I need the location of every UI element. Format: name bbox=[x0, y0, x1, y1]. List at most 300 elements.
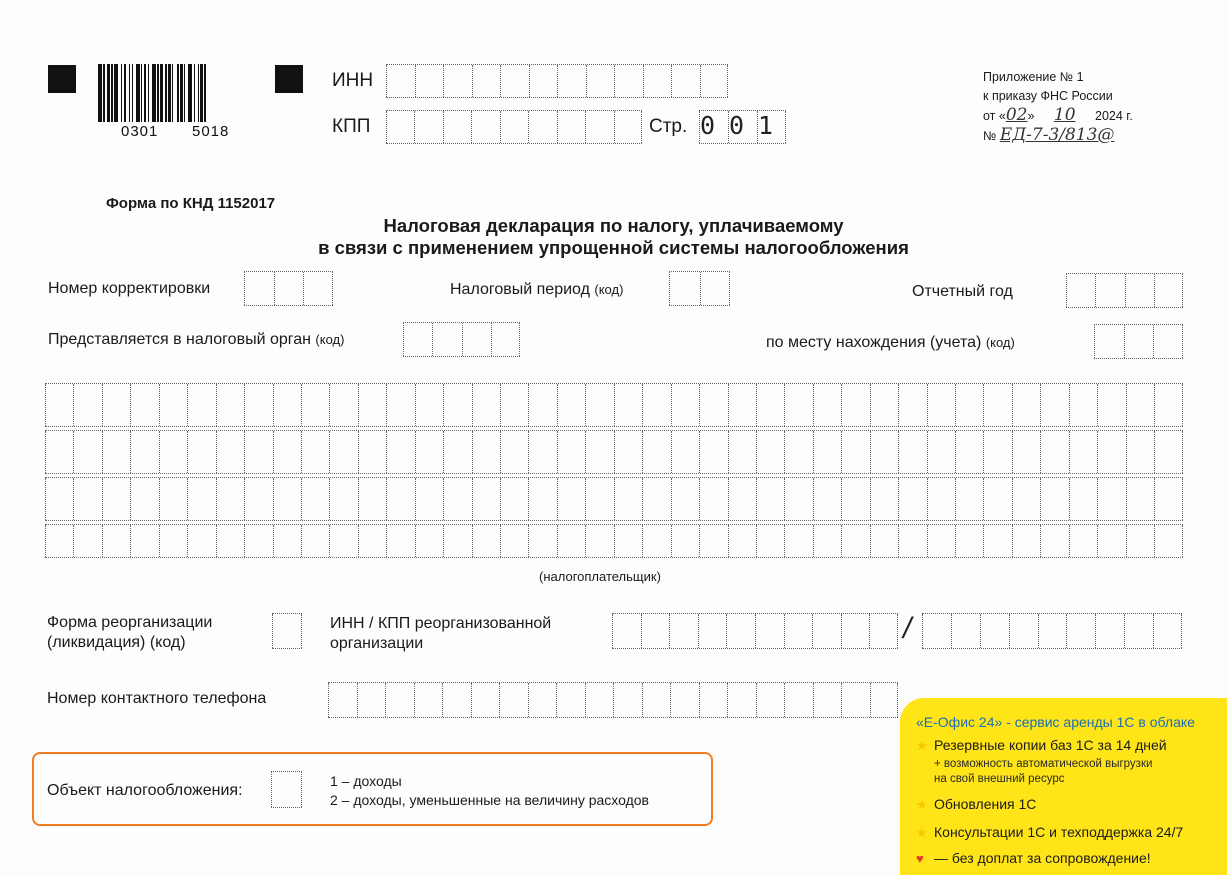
input-cell[interactable] bbox=[1040, 525, 1068, 557]
input-cell[interactable] bbox=[699, 384, 727, 426]
input-cell[interactable] bbox=[73, 431, 101, 473]
period-cells[interactable] bbox=[669, 271, 730, 306]
input-cell[interactable] bbox=[870, 525, 898, 557]
input-cell[interactable] bbox=[386, 65, 415, 97]
input-cell[interactable] bbox=[1069, 384, 1097, 426]
input-cell[interactable] bbox=[159, 525, 187, 557]
input-cell[interactable] bbox=[927, 384, 955, 426]
input-cell[interactable] bbox=[1040, 478, 1068, 520]
input-cell[interactable] bbox=[727, 683, 756, 717]
input-cell[interactable] bbox=[927, 431, 955, 473]
star-icon: ★ bbox=[916, 738, 928, 753]
kpp-label: КПП bbox=[332, 116, 371, 137]
input-cell[interactable] bbox=[870, 478, 898, 520]
input-cell[interactable] bbox=[671, 478, 699, 520]
input-cell[interactable] bbox=[102, 384, 130, 426]
input-cell[interactable] bbox=[898, 478, 926, 520]
input-cell[interactable] bbox=[442, 683, 471, 717]
input-cell[interactable] bbox=[642, 478, 670, 520]
input-cell[interactable] bbox=[1154, 525, 1182, 557]
input-cell[interactable] bbox=[699, 683, 728, 717]
input-cell[interactable] bbox=[813, 525, 841, 557]
barcode bbox=[98, 64, 252, 122]
number-prefix: № bbox=[983, 129, 997, 143]
input-cell[interactable] bbox=[869, 614, 898, 648]
appendix-number bbox=[983, 126, 1133, 146]
input-cell[interactable] bbox=[244, 478, 272, 520]
input-cell[interactable] bbox=[983, 384, 1011, 426]
input-cell[interactable] bbox=[499, 683, 528, 717]
year-cells[interactable] bbox=[1066, 273, 1183, 308]
input-cell[interactable] bbox=[1066, 614, 1095, 648]
authority-cells[interactable] bbox=[403, 322, 520, 357]
input-cell[interactable] bbox=[728, 384, 756, 426]
input-cell[interactable] bbox=[585, 111, 613, 143]
input-cell[interactable] bbox=[728, 478, 756, 520]
input-cell[interactable] bbox=[244, 525, 272, 557]
input-cell[interactable] bbox=[1126, 431, 1154, 473]
correction-label: Номер корректировки bbox=[48, 280, 211, 297]
input-cell[interactable] bbox=[951, 614, 980, 648]
promo-subnote bbox=[916, 757, 1227, 787]
input-cell[interactable] bbox=[471, 111, 499, 143]
input-cell[interactable] bbox=[301, 431, 329, 473]
input-cell[interactable] bbox=[841, 683, 870, 717]
input-cell[interactable] bbox=[841, 478, 869, 520]
knd-code: Форма по КНД 1152017 bbox=[106, 195, 276, 212]
input-cell[interactable] bbox=[642, 384, 670, 426]
reorg-label-line-1: Форма реорганизации bbox=[47, 614, 213, 631]
input-cell[interactable] bbox=[500, 384, 528, 426]
input-cell[interactable] bbox=[699, 431, 727, 473]
input-cell[interactable] bbox=[980, 614, 1009, 648]
inn-cells[interactable] bbox=[386, 64, 728, 98]
separator-slash: / bbox=[903, 612, 912, 645]
input-cell[interactable] bbox=[472, 384, 500, 426]
input-cell[interactable] bbox=[614, 525, 642, 557]
input-cell[interactable] bbox=[557, 478, 585, 520]
input-cell[interactable] bbox=[1097, 431, 1125, 473]
input-cell[interactable] bbox=[557, 111, 585, 143]
input-cell[interactable] bbox=[841, 525, 869, 557]
input-cell[interactable] bbox=[443, 111, 471, 143]
kpp-cells[interactable] bbox=[386, 110, 642, 144]
input-cell[interactable] bbox=[585, 431, 613, 473]
authority-label bbox=[48, 331, 344, 349]
reorg-inn-cells[interactable] bbox=[612, 613, 898, 649]
input-cell[interactable] bbox=[1154, 478, 1182, 520]
input-cell[interactable] bbox=[670, 683, 699, 717]
input-cell[interactable] bbox=[586, 65, 615, 97]
reorg-kpp-cells[interactable] bbox=[922, 613, 1182, 649]
input-cell[interactable] bbox=[557, 525, 585, 557]
input-cell[interactable] bbox=[955, 525, 983, 557]
input-cell[interactable] bbox=[1124, 325, 1154, 358]
input-cell[interactable] bbox=[813, 478, 841, 520]
input-cell[interactable] bbox=[187, 384, 215, 426]
input-cell[interactable] bbox=[415, 478, 443, 520]
input-cell[interactable] bbox=[642, 683, 671, 717]
input-cell[interactable] bbox=[443, 384, 471, 426]
input-cell[interactable] bbox=[671, 384, 699, 426]
reorg-inn-label-line-2: организации bbox=[330, 635, 424, 652]
input-cell[interactable] bbox=[1012, 525, 1040, 557]
taxpayer-name-row-1[interactable] bbox=[45, 383, 1183, 427]
promo-subnote-line-1: + возможность автоматической выгрузки bbox=[934, 758, 1153, 770]
input-cell[interactable] bbox=[841, 384, 869, 426]
page-label: Стр. bbox=[649, 116, 688, 137]
input-cell[interactable] bbox=[983, 478, 1011, 520]
input-cell[interactable] bbox=[1012, 478, 1040, 520]
input-cell[interactable] bbox=[813, 683, 842, 717]
year-label: Отчетный год bbox=[912, 283, 1013, 300]
input-cell[interactable] bbox=[386, 478, 414, 520]
input-cell[interactable] bbox=[273, 478, 301, 520]
input-cell[interactable] bbox=[700, 65, 729, 97]
input-cell[interactable] bbox=[585, 525, 613, 557]
input-cell[interactable] bbox=[130, 478, 158, 520]
taxpayer-name-row-3[interactable] bbox=[45, 477, 1183, 521]
input-cell[interactable] bbox=[244, 272, 274, 305]
input-cell[interactable] bbox=[328, 683, 357, 717]
taxpayer-name-row-2[interactable] bbox=[45, 430, 1183, 474]
input-cell[interactable] bbox=[585, 384, 613, 426]
input-cell[interactable] bbox=[1125, 274, 1154, 307]
input-cell[interactable] bbox=[73, 478, 101, 520]
input-cell[interactable] bbox=[1097, 478, 1125, 520]
input-cell[interactable] bbox=[529, 65, 558, 97]
input-cell[interactable] bbox=[1040, 431, 1068, 473]
input-cell[interactable] bbox=[841, 431, 869, 473]
input-cell[interactable] bbox=[557, 384, 585, 426]
input-cell[interactable] bbox=[472, 525, 500, 557]
input-cell[interactable] bbox=[159, 384, 187, 426]
input-cell[interactable] bbox=[784, 614, 813, 648]
input-cell[interactable] bbox=[403, 323, 432, 356]
input-cell[interactable] bbox=[329, 431, 357, 473]
input-cell[interactable] bbox=[472, 65, 501, 97]
input-cell[interactable] bbox=[1154, 384, 1182, 426]
input-cell[interactable] bbox=[614, 431, 642, 473]
date-year: 2024 г. bbox=[1095, 109, 1133, 123]
input-cell[interactable] bbox=[755, 614, 784, 648]
input-cell[interactable] bbox=[73, 384, 101, 426]
input-cell[interactable] bbox=[1126, 384, 1154, 426]
input-cell[interactable] bbox=[699, 525, 727, 557]
input-cell[interactable] bbox=[358, 431, 386, 473]
input-cell[interactable] bbox=[870, 431, 898, 473]
input-cell[interactable] bbox=[671, 65, 700, 97]
input-cell[interactable] bbox=[1069, 525, 1097, 557]
input-cell[interactable] bbox=[443, 431, 471, 473]
input-cell[interactable] bbox=[1126, 525, 1154, 557]
input-cell[interactable] bbox=[102, 431, 130, 473]
input-cell[interactable] bbox=[244, 384, 272, 426]
input-cell[interactable] bbox=[585, 478, 613, 520]
input-cell[interactable] bbox=[500, 525, 528, 557]
input-cell[interactable] bbox=[415, 384, 443, 426]
input-cell[interactable] bbox=[813, 384, 841, 426]
input-cell[interactable] bbox=[301, 384, 329, 426]
input-cell[interactable] bbox=[187, 478, 215, 520]
inn-label: ИНН bbox=[332, 70, 374, 91]
input-cell[interactable] bbox=[216, 478, 244, 520]
input-cell[interactable] bbox=[528, 431, 556, 473]
input-cell[interactable] bbox=[45, 384, 73, 426]
reorg-form-cells[interactable] bbox=[272, 613, 302, 649]
input-cell[interactable] bbox=[1066, 274, 1095, 307]
input-cell[interactable] bbox=[922, 614, 951, 648]
input-cell[interactable] bbox=[273, 431, 301, 473]
input-cell[interactable] bbox=[642, 431, 670, 473]
input-cell[interactable] bbox=[1094, 325, 1124, 358]
input-cell[interactable] bbox=[528, 384, 556, 426]
phone-label: Номер контактного телефона bbox=[47, 690, 267, 707]
input-cell[interactable] bbox=[500, 431, 528, 473]
input-cell[interactable] bbox=[1153, 325, 1183, 358]
date-mid: » bbox=[1027, 109, 1035, 123]
input-cell[interactable] bbox=[358, 384, 386, 426]
input-cell[interactable] bbox=[669, 272, 700, 305]
input-cell[interactable] bbox=[273, 384, 301, 426]
input-cell[interactable] bbox=[216, 384, 244, 426]
input-cell[interactable] bbox=[870, 384, 898, 426]
input-cell[interactable] bbox=[671, 431, 699, 473]
input-cell[interactable] bbox=[386, 431, 414, 473]
input-cell[interactable] bbox=[1009, 614, 1038, 648]
input-cell[interactable] bbox=[443, 525, 471, 557]
taxpayer-name-row-4[interactable] bbox=[45, 524, 1183, 558]
input-cell[interactable] bbox=[756, 683, 785, 717]
registration-marker-right bbox=[275, 65, 303, 93]
input-cell[interactable] bbox=[1069, 478, 1097, 520]
input-cell[interactable] bbox=[756, 431, 784, 473]
input-cell[interactable] bbox=[1069, 431, 1097, 473]
input-cell[interactable] bbox=[955, 478, 983, 520]
input-cell[interactable] bbox=[528, 478, 556, 520]
input-cell[interactable] bbox=[301, 525, 329, 557]
input-cell[interactable] bbox=[557, 431, 585, 473]
input-cell[interactable] bbox=[159, 431, 187, 473]
input-cell[interactable] bbox=[898, 431, 926, 473]
input-cell[interactable] bbox=[528, 525, 556, 557]
tax-object-label: Объект налогообложения: bbox=[47, 782, 243, 799]
input-cell[interactable] bbox=[898, 525, 926, 557]
input-cell[interactable] bbox=[756, 478, 784, 520]
input-cell[interactable] bbox=[414, 111, 442, 143]
input-cell[interactable] bbox=[329, 384, 357, 426]
promo-title: «Е-Офис 24» - сервис аренды 1С в облаке bbox=[916, 714, 1195, 730]
input-cell[interactable] bbox=[784, 478, 812, 520]
input-cell[interactable] bbox=[585, 683, 614, 717]
barcode-number-left: 0301 bbox=[121, 123, 159, 140]
promo-item-updates bbox=[916, 796, 1227, 814]
input-cell[interactable] bbox=[1095, 614, 1124, 648]
input-cell[interactable] bbox=[784, 384, 812, 426]
input-cell[interactable] bbox=[358, 478, 386, 520]
input-cell[interactable] bbox=[274, 272, 304, 305]
promo-item-support bbox=[916, 824, 1227, 842]
input-cell[interactable] bbox=[472, 478, 500, 520]
input-cell[interactable] bbox=[73, 525, 101, 557]
input-cell[interactable] bbox=[927, 478, 955, 520]
date-day: 02 bbox=[1005, 105, 1028, 125]
input-cell[interactable] bbox=[303, 272, 333, 305]
promo-subnote-line-2: на свой внешний ресурс bbox=[934, 773, 1065, 785]
input-cell[interactable] bbox=[216, 525, 244, 557]
star-icon: ★ bbox=[916, 825, 928, 840]
input-cell[interactable] bbox=[357, 683, 386, 717]
input-cell[interactable] bbox=[1097, 525, 1125, 557]
input-cell[interactable] bbox=[557, 65, 586, 97]
input-cell[interactable] bbox=[528, 111, 556, 143]
period-label-suffix: (код) bbox=[594, 282, 624, 297]
phone-cells[interactable] bbox=[328, 682, 898, 718]
input-cell[interactable] bbox=[1040, 384, 1068, 426]
input-cell[interactable] bbox=[414, 683, 443, 717]
input-cell[interactable] bbox=[415, 431, 443, 473]
input-cell[interactable] bbox=[102, 525, 130, 557]
input-cell[interactable] bbox=[671, 525, 699, 557]
input-cell[interactable] bbox=[130, 525, 158, 557]
input-cell[interactable] bbox=[784, 683, 813, 717]
input-cell[interactable] bbox=[983, 431, 1011, 473]
order-number: ЕД-7-3/813@ bbox=[999, 125, 1115, 145]
input-cell[interactable] bbox=[1126, 478, 1154, 520]
reorg-label-line-2: (ликвидация) (код) bbox=[47, 634, 186, 651]
input-cell[interactable] bbox=[45, 525, 73, 557]
input-cell[interactable] bbox=[614, 384, 642, 426]
location-label-text: по месту нахождения (учета) bbox=[766, 334, 982, 351]
input-cell[interactable] bbox=[500, 478, 528, 520]
star-icon: ★ bbox=[916, 797, 928, 812]
input-cell[interactable] bbox=[45, 478, 73, 520]
input-cell[interactable] bbox=[187, 431, 215, 473]
input-cell[interactable] bbox=[301, 478, 329, 520]
input-cell[interactable] bbox=[443, 65, 472, 97]
input-cell[interactable] bbox=[643, 65, 672, 97]
input-cell[interactable] bbox=[1012, 384, 1040, 426]
input-cell[interactable] bbox=[699, 478, 727, 520]
input-cell[interactable] bbox=[784, 431, 812, 473]
input-cell[interactable] bbox=[614, 65, 643, 97]
input-cell[interactable] bbox=[641, 614, 670, 648]
form-title-line-1: Налоговая декларация по налогу, уплачиваемому bbox=[383, 215, 844, 236]
input-cell[interactable] bbox=[271, 772, 302, 807]
input-cell[interactable] bbox=[472, 431, 500, 473]
location-label bbox=[766, 334, 1015, 352]
input-cell[interactable] bbox=[813, 431, 841, 473]
input-cell[interactable] bbox=[462, 323, 491, 356]
input-cell[interactable] bbox=[728, 525, 756, 557]
input-cell[interactable] bbox=[726, 614, 755, 648]
input-cell[interactable] bbox=[841, 614, 870, 648]
input-cell[interactable] bbox=[1012, 431, 1040, 473]
correction-cells[interactable] bbox=[244, 271, 333, 306]
input-cell[interactable] bbox=[870, 683, 899, 717]
input-cell[interactable] bbox=[216, 431, 244, 473]
input-cell[interactable] bbox=[1097, 384, 1125, 426]
input-cell[interactable] bbox=[415, 525, 443, 557]
input-cell[interactable] bbox=[983, 525, 1011, 557]
input-cell[interactable] bbox=[329, 525, 357, 557]
input-cell[interactable] bbox=[700, 272, 731, 305]
taxpayer-caption: (налогоплательщик) bbox=[539, 569, 661, 584]
page-digit-3: 1 bbox=[757, 111, 786, 143]
input-cell[interactable] bbox=[1154, 274, 1183, 307]
period-label bbox=[450, 281, 623, 299]
input-cell[interactable] bbox=[1038, 614, 1067, 648]
input-cell[interactable] bbox=[244, 431, 272, 473]
input-cell[interactable] bbox=[415, 65, 444, 97]
input-cell[interactable] bbox=[329, 478, 357, 520]
input-cell[interactable] bbox=[273, 525, 301, 557]
input-cell[interactable] bbox=[556, 683, 585, 717]
input-cell[interactable] bbox=[500, 65, 529, 97]
input-cell[interactable] bbox=[386, 384, 414, 426]
input-cell[interactable] bbox=[1124, 614, 1153, 648]
input-cell[interactable] bbox=[500, 111, 528, 143]
input-cell[interactable] bbox=[614, 111, 642, 143]
period-label-text: Налоговый период bbox=[450, 281, 590, 298]
input-cell[interactable] bbox=[102, 478, 130, 520]
input-cell[interactable] bbox=[756, 525, 784, 557]
promo-item-free bbox=[916, 850, 1227, 868]
tax-object-option-2: 2 – доходы, уменьшенные на величину расходов bbox=[330, 792, 649, 808]
input-cell[interactable] bbox=[385, 683, 414, 717]
input-cell[interactable] bbox=[756, 384, 784, 426]
input-cell[interactable] bbox=[613, 683, 642, 717]
input-cell[interactable] bbox=[898, 384, 926, 426]
input-cell[interactable] bbox=[187, 525, 215, 557]
input-cell[interactable] bbox=[130, 431, 158, 473]
tax-object-cell[interactable] bbox=[271, 771, 302, 808]
input-cell[interactable] bbox=[45, 431, 73, 473]
input-cell[interactable] bbox=[386, 111, 414, 143]
promo-item-backup bbox=[916, 737, 1227, 755]
input-cell[interactable] bbox=[1154, 431, 1182, 473]
input-cell[interactable] bbox=[698, 614, 727, 648]
promo-panel[interactable] bbox=[900, 698, 1227, 875]
page-number-cells[interactable] bbox=[699, 110, 786, 144]
input-cell[interactable] bbox=[612, 614, 641, 648]
input-cell[interactable] bbox=[784, 525, 812, 557]
input-cell[interactable] bbox=[159, 478, 187, 520]
input-cell[interactable] bbox=[955, 384, 983, 426]
promo-item-text: Обновления 1С bbox=[934, 796, 1037, 812]
input-cell[interactable] bbox=[443, 478, 471, 520]
input-cell[interactable] bbox=[272, 614, 302, 648]
input-cell[interactable] bbox=[491, 323, 520, 356]
input-cell[interactable] bbox=[1153, 614, 1182, 648]
input-cell[interactable] bbox=[642, 525, 670, 557]
input-cell[interactable] bbox=[927, 525, 955, 557]
input-cell[interactable] bbox=[432, 323, 461, 356]
input-cell[interactable] bbox=[614, 478, 642, 520]
input-cell[interactable] bbox=[386, 525, 414, 557]
input-cell[interactable] bbox=[528, 683, 557, 717]
input-cell[interactable] bbox=[728, 431, 756, 473]
input-cell[interactable] bbox=[669, 614, 698, 648]
input-cell[interactable] bbox=[955, 431, 983, 473]
input-cell[interactable] bbox=[358, 525, 386, 557]
location-cells[interactable] bbox=[1094, 324, 1183, 359]
input-cell[interactable] bbox=[1095, 274, 1124, 307]
input-cell[interactable] bbox=[471, 683, 500, 717]
input-cell[interactable] bbox=[130, 384, 158, 426]
input-cell[interactable] bbox=[812, 614, 841, 648]
date-month: 10 bbox=[1053, 105, 1076, 125]
